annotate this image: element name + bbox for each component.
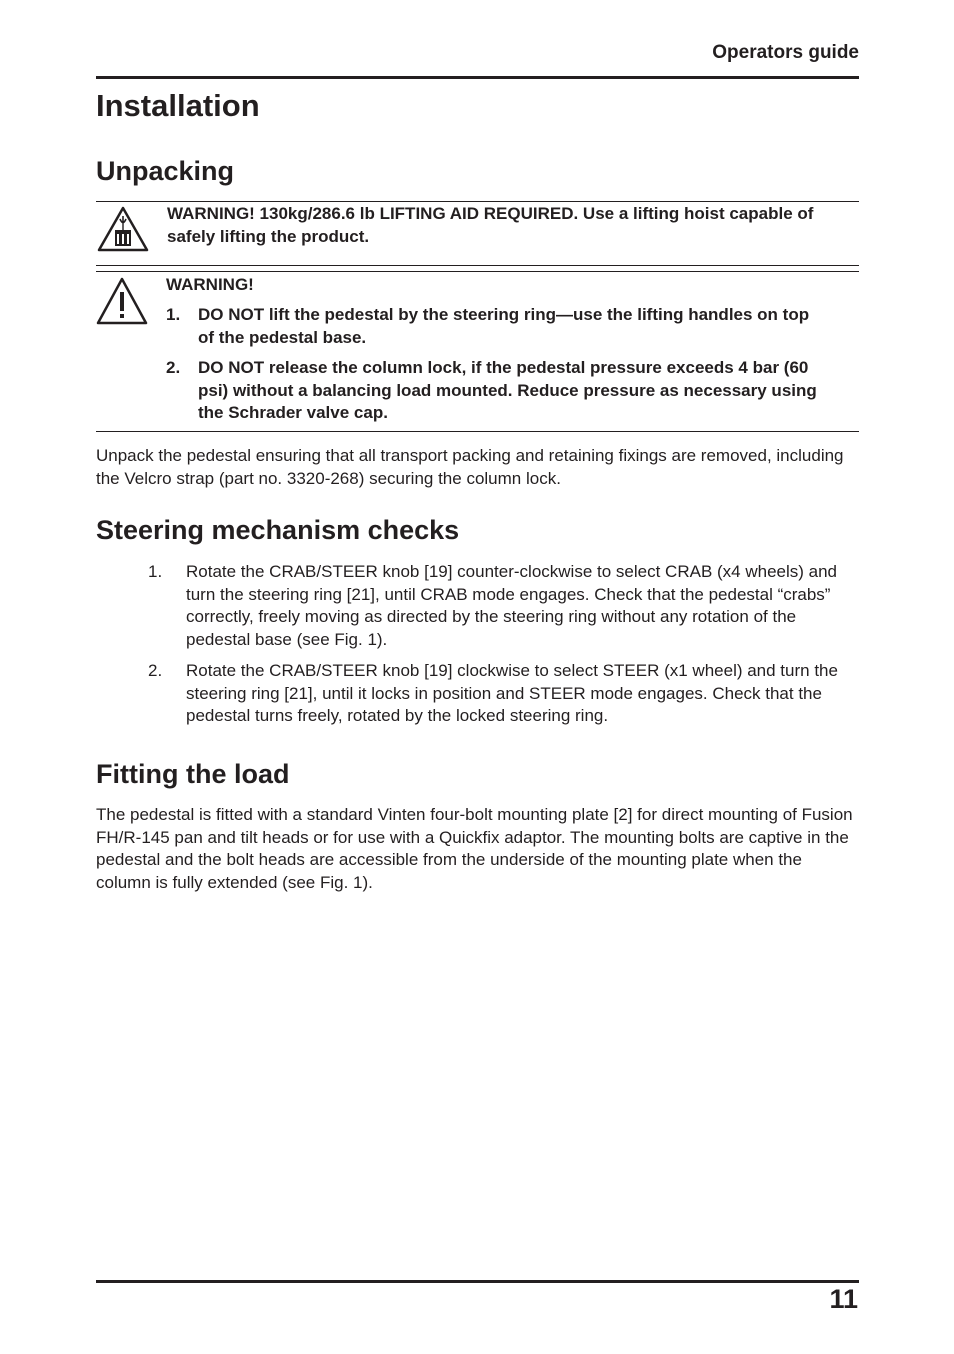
lifting-warning-text: WARNING! 130kg/286.6 lb LIFTING AID REQUIRED. Use a lifting hoist capable of safely lifting the product. (167, 204, 814, 246)
steering-step (148, 561, 860, 651)
list-item-text: Rotate the CRAB/STEER knob [19] counter-clockwise to select CRAB (x4 wheels) and turn the steering ring [21], until CRAB mode engages. Check that the pedestal “crabs” correctly, freely moving as directed by the steering ring without any rotation of the pedestal base (see Fig. 1). (186, 562, 838, 649)
list-number: 1. (148, 562, 163, 581)
warning-title: WARNING! (166, 275, 254, 294)
list-item-text: DO NOT lift the pedestal by the steering ring—use the lifting handles on top of the pedestal base. (198, 305, 810, 347)
list-number: 2. (166, 358, 181, 377)
lifting-weight-warning-icon (97, 206, 149, 252)
running-header: Operators guide (712, 42, 859, 63)
exclamation-warning-icon (96, 277, 148, 325)
warning-box-top-rule (96, 201, 859, 202)
fitting-paragraph: The pedestal is fitted with a standard Vinten four-bolt mounting plate [2] for direct mounting of Fusion FH/R-145 pan and tilt heads or for use with a Quickfix adaptor. The mounting bolts are captive in the pedestal and the bolt heads are accessible from the underside of the mounting plate when the column is fully extended (see Fig. 1). (96, 805, 853, 892)
warning-list (166, 304, 826, 433)
section-heading-fitting: Fitting the load (96, 759, 290, 789)
list-item-text: DO NOT release the column lock, if the pedestal pressure exceeds 4 bar (60 psi) without a balancing load mounted. Reduce pressure as necessary using the Schrader valve cap. (198, 358, 817, 422)
list-number: 2. (148, 661, 163, 680)
page-title: Installation (96, 88, 260, 123)
header-rule (96, 76, 859, 79)
steering-steps-list (148, 561, 860, 737)
list-item-text: Rotate the CRAB/STEER knob [19] clockwise to select STEER (x1 wheel) and turn the steering ring [21], until it locks in position and STEER mode engages. Check that the pedestal turns freely, rotated by the locked steering ring. (186, 661, 838, 725)
warning-box-bottom-rule (96, 431, 859, 432)
unpacking-paragraph: Unpack the pedestal ensuring that all transport packing and retaining fixings are removed, including the Velcro strap (part no. 3320-268) securing the column lock. (96, 446, 844, 488)
section-heading-unpacking: Unpacking (96, 156, 235, 186)
footer-rule (96, 1280, 859, 1283)
steering-step (148, 660, 860, 728)
list-number: 1. (166, 305, 181, 324)
page-number: 11 (829, 1284, 858, 1314)
warning-list-item (166, 357, 826, 425)
warning-box-divider-b (96, 271, 859, 272)
warning-box-divider-a (96, 265, 859, 266)
section-heading-steering: Steering mechanism checks (96, 515, 460, 545)
warning-list-item (166, 304, 826, 349)
